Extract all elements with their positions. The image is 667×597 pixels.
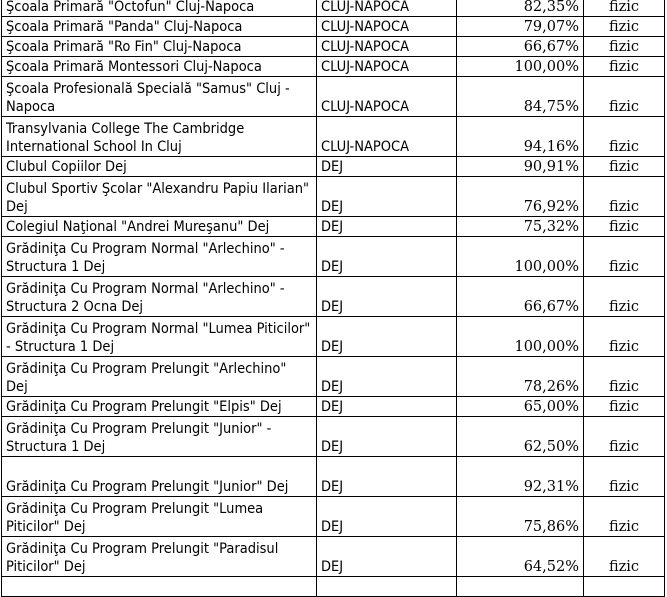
city-cell: DEJ <box>317 457 457 497</box>
percentage-cell: 62,50% <box>457 417 584 457</box>
percentage-cell: 84,75% <box>457 77 584 117</box>
type-cell: fizic <box>584 17 665 37</box>
city-cell <box>317 577 457 597</box>
percentage-cell: 79,07% <box>457 17 584 37</box>
percentage-cell: 78,26% <box>457 357 584 397</box>
school-name-cell: Grădiniţa Cu Program Prelungit "Lumea Piticilor" Dej <box>2 497 317 537</box>
school-name-cell: Grădiniţa Cu Program Prelungit "Paradisul Piticilor" Dej <box>2 537 317 577</box>
percentage-cell: 75,32% <box>457 217 584 237</box>
city-cell: DEJ <box>317 217 457 237</box>
type-cell: fizic <box>584 537 665 577</box>
table-row <box>2 77 665 117</box>
percentage-cell: 76,92% <box>457 177 584 217</box>
city-cell: DEJ <box>317 177 457 217</box>
city-cell: DEJ <box>317 397 457 417</box>
school-name-cell <box>2 577 317 597</box>
city-cell: CLUJ-NAPOCA <box>317 77 457 117</box>
percentage-cell: 90,91% <box>457 157 584 177</box>
percentage-cell: 66,67% <box>457 277 584 317</box>
type-cell: fizic <box>584 237 665 277</box>
city-cell: DEJ <box>317 497 457 537</box>
type-cell: fizic <box>584 457 665 497</box>
school-name-cell: Clubul Sportiv Şcolar "Alexandru Papiu Ilarian" Dej <box>2 177 317 217</box>
table-row <box>2 157 665 177</box>
city-cell: DEJ <box>317 357 457 397</box>
school-name-cell: Şcoala Primară "Ro Fin" Cluj-Napoca <box>2 37 317 57</box>
table-row <box>2 397 665 417</box>
percentage-cell: 92,31% <box>457 457 584 497</box>
table-row <box>2 317 665 357</box>
type-cell: fizic <box>584 57 665 77</box>
school-name-cell: Şcoala Profesională Specială "Samus" Cluj - Napoca <box>2 77 317 117</box>
percentage-cell: 64,52% <box>457 537 584 577</box>
city-cell: CLUJ-NAPOCA <box>317 17 457 37</box>
type-cell: fizic <box>584 217 665 237</box>
type-cell: fizic <box>584 397 665 417</box>
school-name-cell: Grădiniţa Cu Program Prelungit "Elpis" Dej <box>2 397 317 417</box>
table-row <box>2 57 665 77</box>
table-row <box>2 537 665 577</box>
school-name-cell: Şcoala Primară "Octofun" Cluj-Napoca <box>2 0 317 17</box>
table-row <box>2 357 665 397</box>
table-row <box>2 37 665 57</box>
percentage-cell: 94,16% <box>457 117 584 157</box>
school-name-cell: Şcoala Primară Montessori Cluj-Napoca <box>2 57 317 77</box>
table-row <box>2 577 665 597</box>
percentage-cell: 65,00% <box>457 397 584 417</box>
type-cell: fizic <box>584 157 665 177</box>
school-name-cell: Şcoala Primară "Panda" Cluj-Napoca <box>2 17 317 37</box>
percentage-cell: 82,35% <box>457 0 584 17</box>
school-name-cell: Transylvania College The Cambridge International School In Cluj <box>2 117 317 157</box>
city-cell: DEJ <box>317 417 457 457</box>
type-cell: fizic <box>584 0 665 17</box>
school-name-cell: Colegiul Naţional "Andrei Mureşanu" Dej <box>2 217 317 237</box>
percentage-cell: 100,00% <box>457 317 584 357</box>
city-cell: DEJ <box>317 237 457 277</box>
schools-table-body <box>2 0 665 597</box>
table-row <box>2 217 665 237</box>
table-row <box>2 237 665 277</box>
school-name-cell: Grădiniţa Cu Program Prelungit "Junior" - Structura 1 Dej <box>2 417 317 457</box>
percentage-cell: 100,00% <box>457 237 584 277</box>
type-cell: fizic <box>584 357 665 397</box>
type-cell: fizic <box>584 417 665 457</box>
table-row <box>2 177 665 217</box>
percentage-cell: 75,86% <box>457 497 584 537</box>
type-cell: fizic <box>584 37 665 57</box>
type-cell: fizic <box>584 317 665 357</box>
city-cell: CLUJ-NAPOCA <box>317 117 457 157</box>
school-name-cell: Clubul Copiilor Dej <box>2 157 317 177</box>
table-row <box>2 0 665 17</box>
type-cell: fizic <box>584 177 665 217</box>
city-cell: CLUJ-NAPOCA <box>317 37 457 57</box>
table-row <box>2 17 665 37</box>
table-row <box>2 277 665 317</box>
city-cell: DEJ <box>317 537 457 577</box>
school-name-cell: Grădiniţa Cu Program Normal "Arlechino" - Structura 2 Ocna Dej <box>2 277 317 317</box>
school-name-cell: Grădiniţa Cu Program Normal "Lumea Piticilor" - Structura 1 Dej <box>2 317 317 357</box>
school-name-cell: Grădiniţa Cu Program Normal "Arlechino" - Structura 1 Dej <box>2 237 317 277</box>
school-name-cell: Grădiniţa Cu Program Prelungit "Junior" Dej <box>2 457 317 497</box>
city-cell: DEJ <box>317 277 457 317</box>
city-cell: DEJ <box>317 157 457 177</box>
table-row <box>2 417 665 457</box>
city-cell: CLUJ-NAPOCA <box>317 57 457 77</box>
percentage-cell <box>457 577 584 597</box>
city-cell: CLUJ-NAPOCA <box>317 0 457 17</box>
type-cell: fizic <box>584 77 665 117</box>
type-cell <box>584 577 665 597</box>
schools-table <box>1 0 665 597</box>
type-cell: fizic <box>584 117 665 157</box>
city-cell: DEJ <box>317 317 457 357</box>
type-cell: fizic <box>584 277 665 317</box>
type-cell: fizic <box>584 497 665 537</box>
percentage-cell: 66,67% <box>457 37 584 57</box>
table-row <box>2 497 665 537</box>
table-row <box>2 117 665 157</box>
school-name-cell: Grădiniţa Cu Program Prelungit "Arlechino" Dej <box>2 357 317 397</box>
table-row <box>2 457 665 497</box>
percentage-cell: 100,00% <box>457 57 584 77</box>
